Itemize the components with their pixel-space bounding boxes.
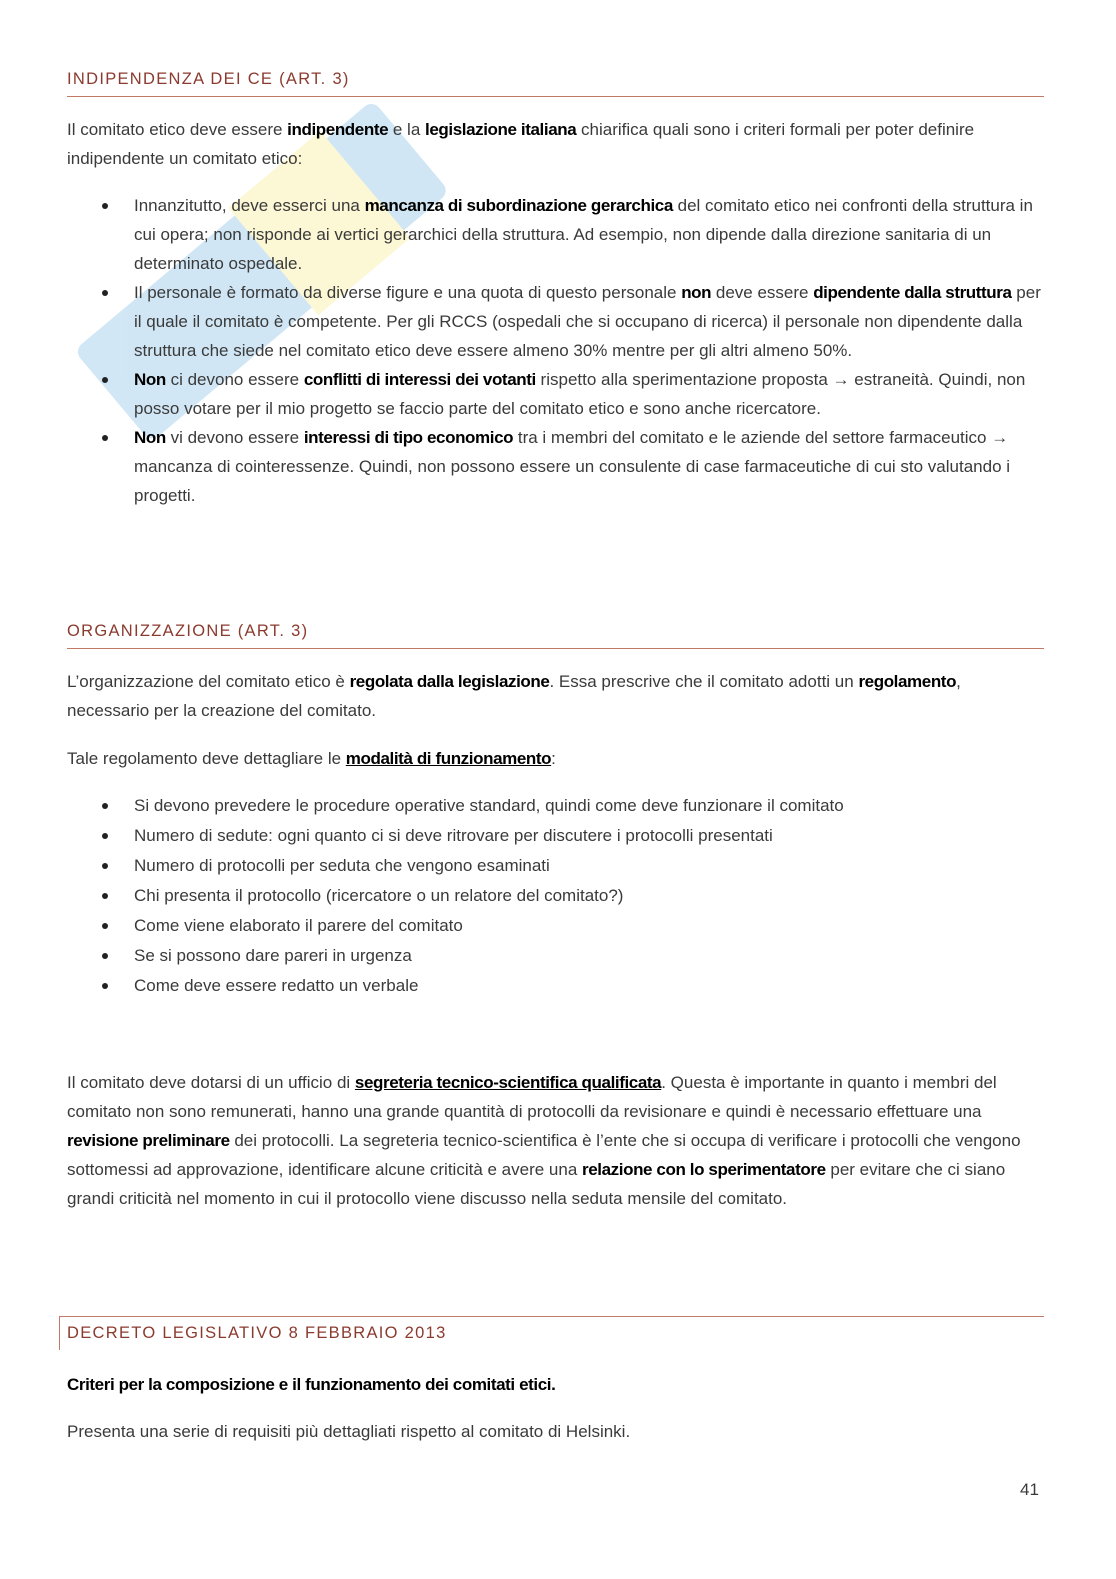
text-run: chiarifica quali sono i criteri formali per poter definire indipendente un comitato etico: (67, 120, 975, 168)
text-run: . Questa è importante in quanto i membri del comitato non sono remunerati, hanno una grande quantità di protocolli da revisionare e quindi è necessario effettuare una (67, 1073, 997, 1121)
list-item (67, 911, 1044, 941)
paragraph (67, 115, 1044, 173)
emphasis-text: modalità di funzionamento (345, 749, 552, 768)
text-run: Come deve essere redatto un verbale (134, 976, 419, 995)
text-run: ci devono essere (165, 370, 304, 389)
text-run: per il quale il comitato è competente. Per gli RCCS (ospedali che si occupano di ricerca) il personale non dipendente dalla struttura che siede nel comitato etico deve essere almeno 30% mentre per gli altri almeno 50%. (134, 283, 1041, 360)
section-body (67, 1370, 1044, 1446)
emphasis-text: Criteri per la composizione e il funzionamento dei comitati etici. (67, 1375, 556, 1394)
text-run: Il comitato deve dotarsi di un ufficio di (67, 1073, 355, 1092)
text-run: . Essa prescrive che il comitato adotti un (549, 672, 859, 691)
emphasis-text: non (681, 283, 712, 302)
text-run: dei protocolli. La segreteria tecnico-scientifica è l’ente che si occupa di verificare i protocolli che vengono sottomessi ad approvazione, identificare alcune criticità e avere una (67, 1131, 1021, 1179)
page-number: 41 (1020, 1480, 1039, 1499)
list-item (67, 941, 1044, 971)
emphasis-text: indipendente (287, 120, 389, 139)
text-run: Se si possono dare pareri in urgenza (134, 946, 412, 965)
paragraph (67, 1068, 1044, 1213)
text-run: Il comitato etico deve essere (67, 120, 288, 139)
text-run: , necessario per la creazione del comitato. (67, 672, 961, 720)
section-body (67, 115, 1044, 510)
section-decreto (67, 1316, 1044, 1446)
list-item (67, 191, 1044, 278)
emphasis-text: regolamento (858, 672, 957, 691)
text-run: vi devono essere (165, 428, 304, 447)
list-item (67, 423, 1044, 510)
emphasis-text: revisione preliminare (67, 1131, 230, 1150)
text-run: Tale regolamento deve dettagliare le (67, 749, 346, 768)
text-run: : (551, 749, 556, 768)
section-heading: DECRETO LEGISLATIVO 8 FEBBRAIO 2013 (59, 1316, 1044, 1350)
emphasis-text: segreteria tecnico-scientifica qualificata (354, 1073, 662, 1092)
emphasis-text: relazione con lo sperimentatore (582, 1160, 826, 1179)
list-item (67, 791, 1044, 821)
text-run: del comitato etico nei confronti della struttura in cui opera; non risponde ai vertici gerarchici della struttura. Ad esempio, non dipende dalla direzione sanitaria di un determinato ospedale. (134, 196, 1033, 273)
list-item (67, 971, 1044, 1001)
paragraph (67, 1417, 1044, 1446)
text-run: Si devono prevedere le procedure operative standard, quindi come deve funzionare il comitato (134, 796, 844, 815)
list-item (67, 821, 1044, 851)
paragraph (67, 744, 1044, 773)
emphasis-text: Non (134, 428, 166, 447)
text-run: rispetto alla sperimentazione proposta → estraneità. Quindi, non posso votare per il mio progetto se faccio parte del comitato etico e sono anche ricercatore. (134, 370, 1026, 418)
text-run: Innanzitutto, deve esserci una (134, 196, 365, 215)
text-run: Numero di sedute: ogni quanto ci si deve ritrovare per discutere i protocolli presentati (134, 826, 773, 845)
emphasis-text: interessi di tipo economico (303, 428, 514, 447)
section-body (67, 667, 1044, 1213)
emphasis-text: legislazione italiana (425, 120, 577, 139)
emphasis-text: mancanza di subordinazione gerarchica (364, 196, 673, 215)
list-item (67, 881, 1044, 911)
text-run: per evitare che ci siano grandi criticità nel momento in cui il protocollo viene discusso nella seduta mensile del comitato. (67, 1160, 1006, 1208)
text-run: Il personale è formato da diverse figure e una quota di questo personale (134, 283, 682, 302)
emphasis-text: regolata dalla legislazione (349, 672, 550, 691)
text-run: deve essere (711, 283, 814, 302)
text-run: Come viene elaborato il parere del comitato (134, 916, 463, 935)
bullet-list (67, 791, 1044, 1001)
text-run: e la (388, 120, 426, 139)
list-item (67, 365, 1044, 423)
bullet-list (67, 191, 1044, 510)
section-organizzazione (67, 620, 1044, 1213)
text-run: Numero di protocolli per seduta che vengono esaminati (134, 856, 550, 875)
paragraph (67, 1370, 1044, 1399)
text-run: tra i membri del comitato e le aziende del settore farmaceutico → mancanza di cointeressenze. Quindi, non possono essere un consulente di case farmaceutiche di cui sto valutando i progetti. (134, 428, 1011, 505)
text-run: Chi presenta il protocollo (ricercatore o un relatore del comitato?) (134, 886, 624, 905)
section-heading: ORGANIZZAZIONE (ART. 3) (67, 620, 1044, 649)
emphasis-text: Non (134, 370, 166, 389)
paragraph (67, 667, 1044, 725)
emphasis-text: dipendente dalla struttura (813, 283, 1012, 302)
list-item (67, 851, 1044, 881)
section-indipendenza (67, 68, 1044, 510)
section-heading: INDIPENDENZA DEI CE (ART. 3) (67, 68, 1044, 97)
text-run: L’organizzazione del comitato etico è (67, 672, 350, 691)
emphasis-text: conflitti di interessi dei votanti (303, 370, 536, 389)
list-item (67, 278, 1044, 365)
text-run: Presenta una serie di requisiti più dettagliati rispetto al comitato di Helsinki. (67, 1422, 631, 1441)
